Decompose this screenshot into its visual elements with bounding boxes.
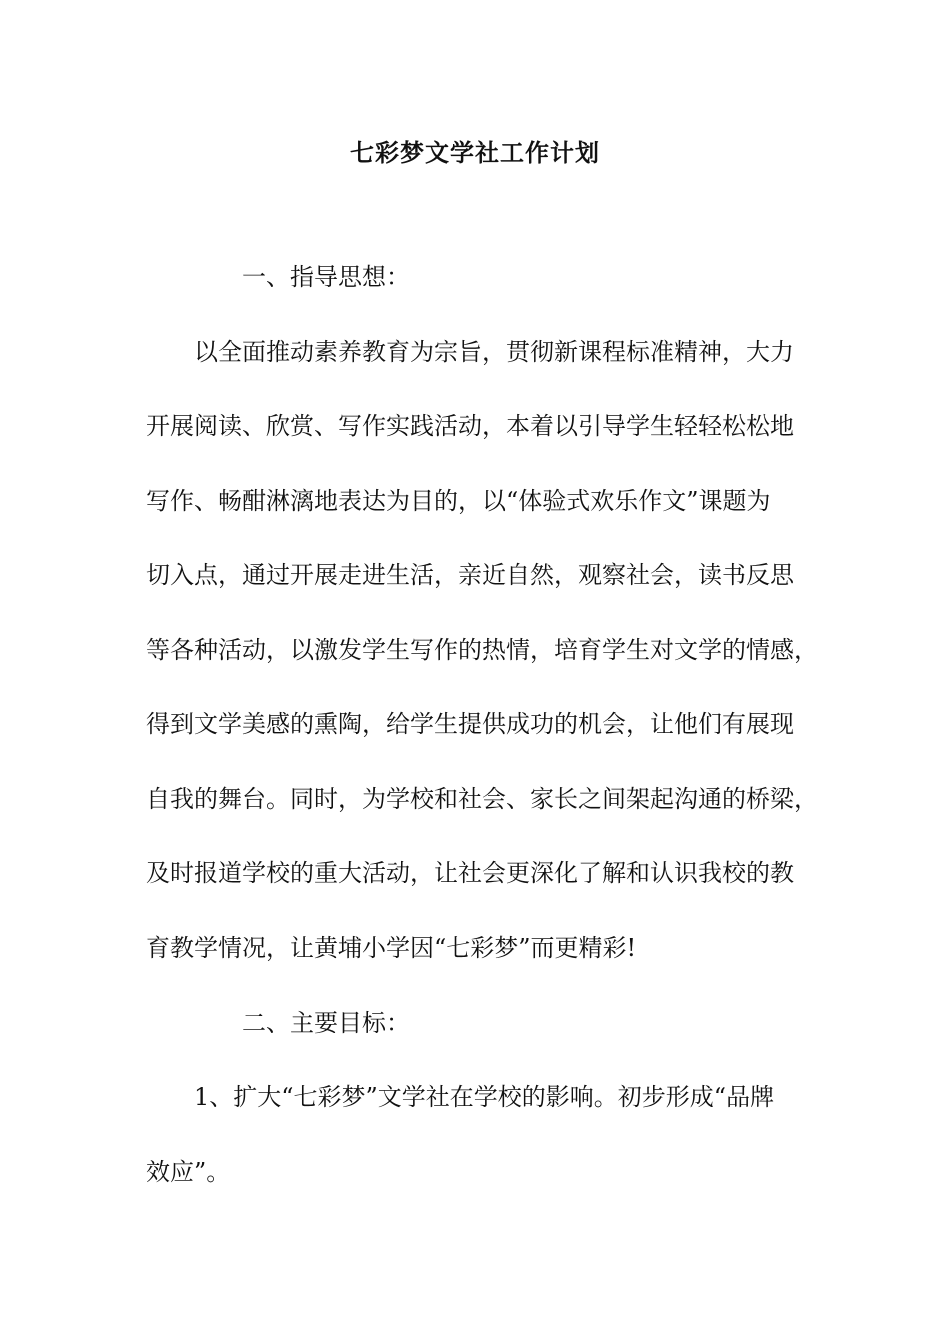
paragraph-line: 写作、畅酣淋漓地表达为目的，以“体验式欢乐作文”课题为 (146, 487, 771, 515)
section-heading-guiding-ideology: 一、指导思想： (242, 263, 410, 291)
document-title: 七彩梦文学社工作计划 (350, 138, 600, 167)
paragraph-line: 以全面推动素养教育为宗旨，贯彻新课程标准精神，大力 (194, 338, 794, 366)
paragraph-line: 等各种活动，以激发学生写作的热情，培育学生对文学的情感， (146, 636, 818, 664)
paragraph-line: 切入点，通过开展走进生活，亲近自然，观察社会，读书反思 (146, 561, 794, 589)
paragraph-line: 及时报道学校的重大活动，让社会更深化了解和认识我校的教 (146, 859, 794, 887)
paragraph-line: 育教学情况，让黄埔小学因“七彩梦”而更精彩! (146, 934, 637, 962)
paragraph-line: 得到文学美感的熏陶，给学生提供成功的机会，让他们有展现 (146, 710, 794, 738)
paragraph-line: 开展阅读、欣赏、写作实践活动，本着以引导学生轻轻松松地 (146, 412, 794, 440)
paragraph-line: 效应”。 (146, 1158, 231, 1186)
section-heading-main-goals: 二、主要目标： (242, 1009, 410, 1037)
paragraph-line: 自我的舞台。同时，为学校和社会、家长之间架起沟通的桥梁， (146, 785, 818, 813)
paragraph-line: 1、扩大“七彩梦”文学社在学校的影响。初步形成“品牌 (194, 1083, 775, 1111)
